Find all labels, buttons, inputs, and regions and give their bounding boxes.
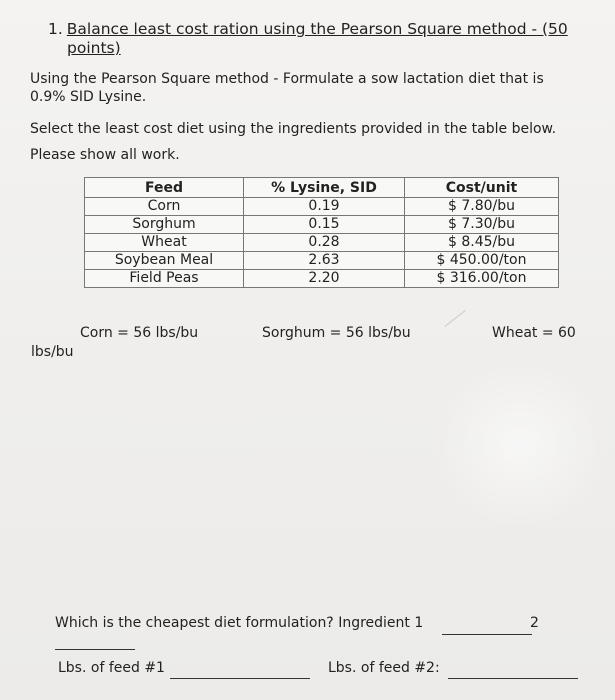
table-header-row bbox=[85, 178, 559, 198]
instruction-line1: Using the Pearson Square method - Formulate a sow lactation diet that is bbox=[30, 71, 544, 87]
corn-weight-note: Corn = 56 lbs/bu bbox=[80, 325, 199, 341]
cell-lysine: 0.28 bbox=[244, 234, 405, 252]
lbs-feed-2-label: Lbs. of feed #2: bbox=[328, 660, 440, 676]
ingredient2-label: 2 bbox=[530, 615, 539, 631]
cell-feed: Soybean Meal bbox=[85, 252, 244, 270]
cell-cost: $ 7.80/bu bbox=[405, 198, 559, 216]
cell-feed: Sorghum bbox=[85, 216, 244, 234]
question-title bbox=[48, 20, 568, 39]
cell-feed: Field Peas bbox=[85, 270, 244, 288]
cell-cost: $ 316.00/ton bbox=[405, 270, 559, 288]
pencil-mark bbox=[444, 310, 465, 327]
cell-lysine: 2.63 bbox=[244, 252, 405, 270]
header-lysine: % Lysine, SID bbox=[244, 178, 405, 198]
cell-cost: $ 8.45/bu bbox=[405, 234, 559, 252]
cell-cost: $ 7.30/bu bbox=[405, 216, 559, 234]
wheat-weight-note: Wheat = 60 bbox=[492, 325, 576, 341]
cell-cost: $ 450.00/ton bbox=[405, 252, 559, 270]
ingredient2-blank[interactable] bbox=[55, 649, 135, 650]
table-row bbox=[85, 216, 559, 234]
header-feed: Feed bbox=[85, 178, 244, 198]
feed-table bbox=[84, 177, 559, 288]
cell-feed: Corn bbox=[85, 198, 244, 216]
question-number: 1. bbox=[48, 20, 63, 38]
header-cost: Cost/unit bbox=[405, 178, 559, 198]
question-title-line2: points) bbox=[67, 39, 121, 57]
instruction-select: Select the least cost diet using the ingredients provided in the table below. bbox=[30, 121, 557, 137]
cell-lysine: 0.19 bbox=[244, 198, 405, 216]
lbs-feed-1-blank[interactable] bbox=[170, 678, 310, 679]
question-title-line1: Balance least cost ration using the Pearson Square method - (50 bbox=[66, 20, 568, 38]
cell-feed: Wheat bbox=[85, 234, 244, 252]
table-row bbox=[85, 198, 559, 216]
table-row bbox=[85, 234, 559, 252]
cell-lysine: 0.15 bbox=[244, 216, 405, 234]
table-row bbox=[85, 252, 559, 270]
paper-glare bbox=[430, 360, 610, 530]
wheat-weight-unit: lbs/bu bbox=[31, 344, 74, 360]
cheapest-diet-question: Which is the cheapest diet formulation? Ingredient 1 bbox=[55, 615, 424, 631]
lbs-feed-1-label: Lbs. of feed #1 bbox=[58, 660, 165, 676]
table-row bbox=[85, 270, 559, 288]
sorghum-weight-note: Sorghum = 56 lbs/bu bbox=[262, 325, 411, 341]
instruction-show-work: Please show all work. bbox=[30, 147, 180, 163]
ingredient1-blank[interactable] bbox=[442, 634, 532, 635]
lbs-feed-2-blank[interactable] bbox=[448, 678, 578, 679]
instruction-line2: 0.9% SID Lysine. bbox=[30, 89, 147, 105]
cell-lysine: 2.20 bbox=[244, 270, 405, 288]
